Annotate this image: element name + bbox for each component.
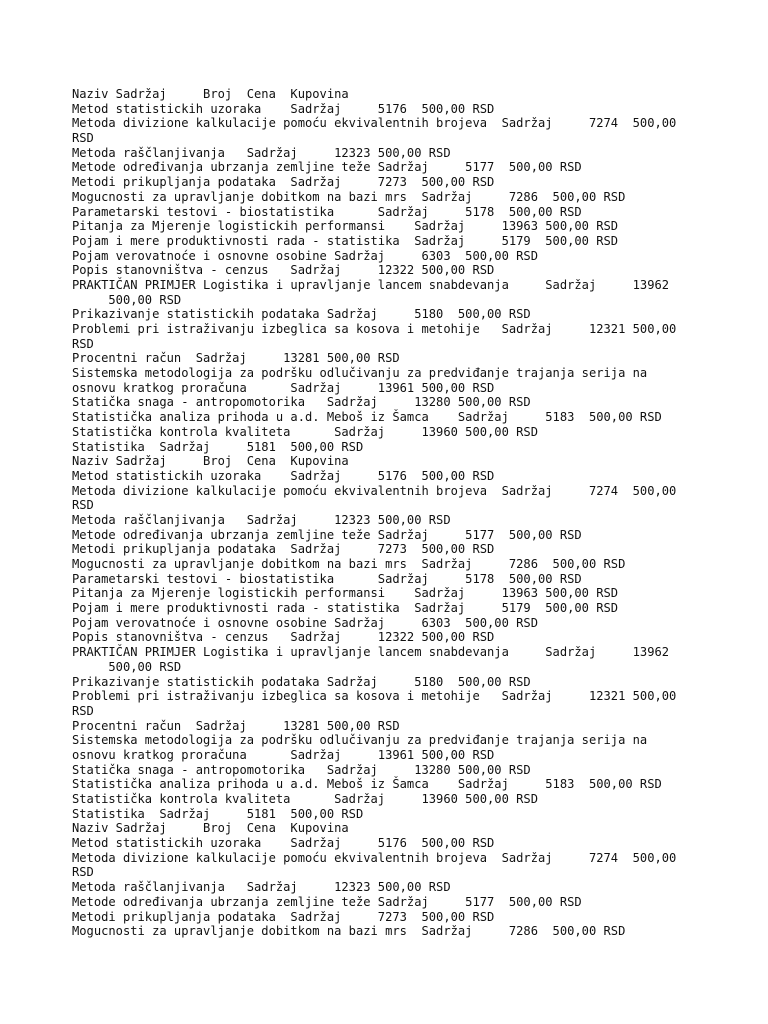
- text-line: 500,00 RSD: [72, 292, 182, 307]
- text-line: Popis stanovništva - cenzus Sadržaj 12322 500,00 RSD: [72, 263, 495, 278]
- text-line: Statistika Sadržaj 5181 500,00 RSD: [72, 806, 364, 821]
- text-line: Pitanja za Mjerenje logistickih performansi Sadržaj 13963 500,00 RSD: [72, 219, 619, 234]
- text-line: Parametarski testovi - biostatistika Sadržaj 5178 500,00 RSD: [72, 204, 582, 219]
- text-line: Metoda divizione kalkulacije pomoću ekvivalentnih brojeva Sadržaj 7274 500,00: [72, 116, 677, 131]
- text-line: Metoda raščlanjivanja Sadržaj 12323 500,00 RSD: [72, 145, 451, 160]
- text-line: Statistička analiza prihoda u a.d. Meboš iz Šamca Sadržaj 5183 500,00 RSD: [72, 777, 662, 792]
- text-line: Metodi prikupljanja podataka Sadržaj 7273 500,00 RSD: [72, 175, 495, 190]
- text-line: Pojam verovatnoće i osnovne osobine Sadržaj 6303 500,00 RSD: [72, 615, 538, 630]
- text-line: Naziv Sadržaj Broj Cena Kupovina: [72, 87, 349, 101]
- text-line: Metod statistickih uzoraka Sadržaj 5176 500,00 RSD: [72, 468, 495, 483]
- text-line: Metoda raščlanjivanja Sadržaj 12323 500,00 RSD: [72, 512, 451, 527]
- text-line: Metoda raščlanjivanja Sadržaj 12323 500,00 RSD: [72, 880, 451, 895]
- text-line: Prikazivanje statistickih podataka Sadržaj 5180 500,00 RSD: [72, 307, 531, 322]
- text-line: RSD: [72, 865, 94, 880]
- text-line: Metode određivanja ubrzanja zemljine teže Sadržaj 5177 500,00 RSD: [72, 894, 582, 909]
- text-line: RSD: [72, 498, 94, 513]
- text-line: Problemi pri istraživanju izbeglica sa kosova i metohije Sadržaj 12321 500,00: [72, 322, 677, 336]
- text-line: osnovu kratkog proračuna Sadržaj 13961 500,00 RSD: [72, 747, 495, 762]
- text-line: Parametarski testovi - biostatistika Sadržaj 5178 500,00 RSD: [72, 571, 582, 586]
- text-line: Metoda divizione kalkulacije pomoću ekvivalentnih brojeva Sadržaj 7274 500,00: [72, 483, 677, 498]
- text-line: Popis stanovništva - cenzus Sadržaj 12322 500,00 RSD: [72, 630, 495, 645]
- text-line: Metodi prikupljanja podataka Sadržaj 7273 500,00 RSD: [72, 542, 495, 557]
- text-line: Mogucnosti za upravljanje dobitkom na bazi mrs Sadržaj 7286 500,00 RSD: [72, 189, 626, 204]
- text-line: Metode određivanja ubrzanja zemljine teže Sadržaj 5177 500,00 RSD: [72, 160, 582, 175]
- text-line: Procentni račun Sadržaj 13281 500,00 RSD: [72, 351, 400, 366]
- text-line: RSD: [72, 336, 94, 351]
- text-line: Metod statistickih uzoraka Sadržaj 5176 500,00 RSD: [72, 101, 495, 116]
- text-line: Mogucnosti za upravljanje dobitkom na bazi mrs Sadržaj 7286 500,00 RSD: [72, 557, 626, 571]
- text-line: Naziv Sadržaj Broj Cena Kupovina: [72, 821, 349, 836]
- text-line: Procentni račun Sadržaj 13281 500,00 RSD: [72, 718, 400, 733]
- text-line: Mogucnosti za upravljanje dobitkom na bazi mrs Sadržaj 7286 500,00 RSD: [72, 924, 626, 939]
- text-line: PRAKTIČAN PRIMJER Logistika i upravljanje lancem snabdevanja Sadržaj 13962: [72, 645, 670, 660]
- text-line: Pojam i mere produktivnosti rada - statistika Sadržaj 5179 500,00 RSD: [72, 601, 619, 616]
- text-line: PRAKTIČAN PRIMJER Logistika i upravljanje lancem snabdevanja Sadržaj 13962: [72, 277, 670, 292]
- text-line: Problemi pri istraživanju izbeglica sa kosova i metohije Sadržaj 12321 500,00: [72, 689, 677, 704]
- text-line: Statička snaga - antropomotorika Sadržaj 13280 500,00 RSD: [72, 762, 531, 777]
- text-line: Metode određivanja ubrzanja zemljine teže Sadržaj 5177 500,00 RSD: [72, 527, 582, 542]
- text-line: Sistemska metodologija za podršku odlučivanju za predviđanje trajanja serija na: [72, 733, 648, 748]
- text-line: Pitanja za Mjerenje logistickih performansi Sadržaj 13963 500,00 RSD: [72, 586, 619, 601]
- text-line: Metodi prikupljanja podataka Sadržaj 7273 500,00 RSD: [72, 909, 495, 924]
- text-line: Metod statistickih uzoraka Sadržaj 5176 500,00 RSD: [72, 836, 495, 851]
- text-line: RSD: [72, 703, 94, 718]
- text-line: Pojam verovatnoće i osnovne osobine Sadržaj 6303 500,00 RSD: [72, 248, 538, 263]
- text-line: osnovu kratkog proračuna Sadržaj 13961 500,00 RSD: [72, 380, 495, 395]
- text-line: Statistička kontrola kvaliteta Sadržaj 13960 500,00 RSD: [72, 424, 538, 439]
- text-line: Prikazivanje statistickih podataka Sadržaj 5180 500,00 RSD: [72, 674, 531, 689]
- text-line: RSD: [72, 131, 94, 146]
- text-line: Statička snaga - antropomotorika Sadržaj 13280 500,00 RSD: [72, 395, 531, 410]
- text-line: Naziv Sadržaj Broj Cena Kupovina: [72, 454, 349, 469]
- text-line: Pojam i mere produktivnosti rada - statistika Sadržaj 5179 500,00 RSD: [72, 233, 619, 248]
- document-text: [72, 87, 712, 939]
- text-line: Statistika Sadržaj 5181 500,00 RSD: [72, 439, 364, 454]
- text-line: 500,00 RSD: [72, 659, 182, 674]
- text-line: Metoda divizione kalkulacije pomoću ekvivalentnih brojeva Sadržaj 7274 500,00: [72, 850, 677, 865]
- text-line: Statistička analiza prihoda u a.d. Meboš iz Šamca Sadržaj 5183 500,00 RSD: [72, 410, 662, 425]
- text-line: Statistička kontrola kvaliteta Sadržaj 13960 500,00 RSD: [72, 792, 538, 806]
- text-line: Sistemska metodologija za podršku odlučivanju za predviđanje trajanja serija na: [72, 366, 648, 381]
